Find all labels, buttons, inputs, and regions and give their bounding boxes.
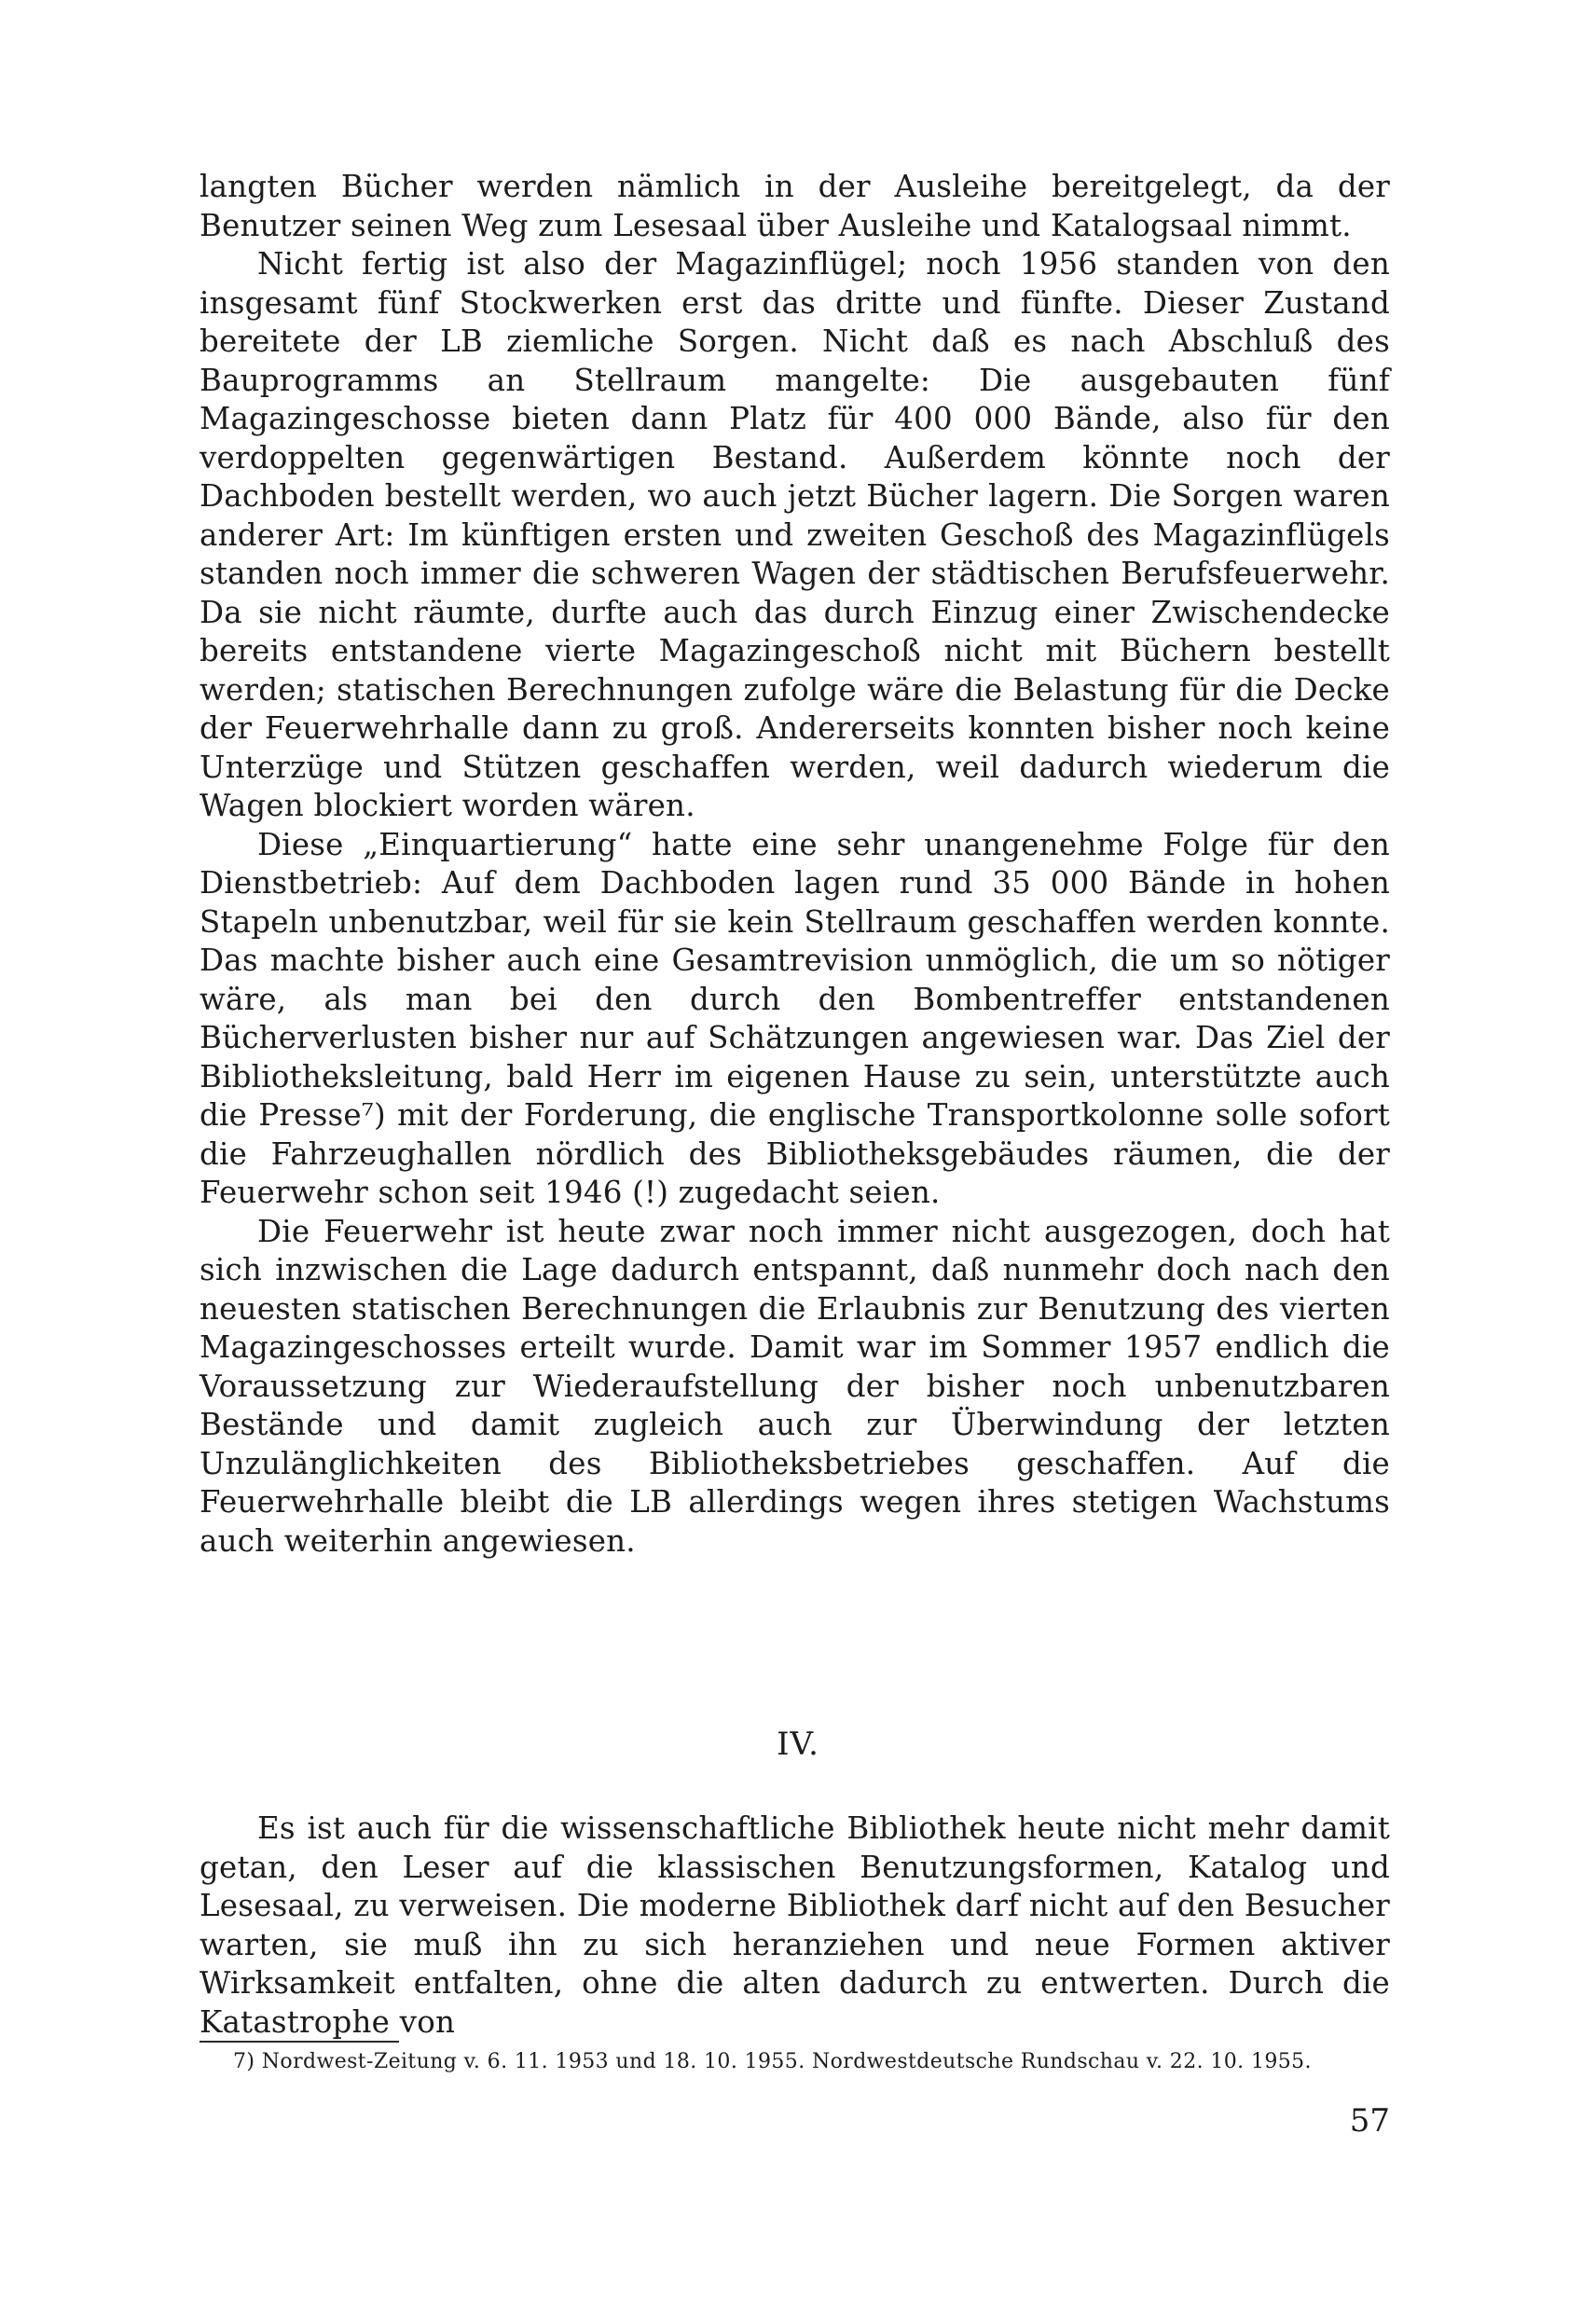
section-body-text (200, 1810, 1390, 2042)
paragraph: Es ist auch für die wissenschaftliche Bibliothek heute nicht mehr damit getan, den Leser auf die klassischen Benutzungsformen, Katalog und Lesesaal, zu verweisen. Die moderne Bibliothek darf nicht auf den Besucher warten, sie muß ihn zu sich heranziehen und neue Formen aktiver Wirksamkeit entfalten, ohne die alten dadurch zu entwerten. Durch die Katastrophe von (200, 1810, 1390, 2040)
footnote-divider (200, 2041, 399, 2043)
footnote: 7) Nordwest-Zeitung v. 6. 11. 1953 und 18. 10. 1955. Nordwestdeutsche Rundschau v. 22. 10. 1955. (233, 2050, 1312, 2073)
paragraph: langten Bücher werden nämlich in der Ausleihe bereitgelegt, da der Benutzer seinen Weg zum Lesesaal über Ausleihe und Katalogsaal nimmt. (200, 169, 1390, 243)
page-number: 57 (1349, 2102, 1390, 2140)
paragraph: Nicht fertig ist also der Magazinflügel; noch 1956 standen von den insgesamt fünf Stockwerken erst das dritte und fünfte. Dieser Zustand bereitete der LB ziemliche Sorgen. Nicht daß es nach Abschluß des Bauprogramms an Stellraum mangelte: Die ausgebauten fünf Magazingeschosse bieten dann Platz für 400 000 Bände, also für den verdoppelten gegenwärtigen Bestand. Außerdem könnte noch der Dachboden bestellt werden, wo auch jetzt Bücher lagern. Die Sorgen waren anderer Art: Im künftigen ersten und zweiten Geschoß des Magazinflügels standen noch immer die schweren Wagen der städtischen Berufsfeuerwehr. Da sie nicht räumte, durfte auch das durch Einzug einer Zwischendecke bereits entstandene vierte Magazingeschoß nicht mit Büchern bestellt werden; statischen Berechnungen zufolge wäre die Belastung für die Decke der Feuerwehrhalle dann zu groß. Andererseits konnten bisher noch keine Unterzüge und Stützen geschaffen werden, weil dadurch wiederum die Wagen blockiert worden wären. (200, 246, 1390, 823)
body-text (200, 168, 1390, 1561)
paragraph: Die Feuerwehr ist heute zwar noch immer nicht ausgezogen, doch hat sich inzwischen die Lage dadurch entspannt, daß nunmehr doch nach den neuesten statischen Berechnungen die Erlaubnis zur Benutzung des vierten Magazingeschosses erteilt wurde. Damit war im Sommer 1957 endlich die Voraussetzung zur Wiederaufstellung der bisher noch unbenutzbaren Bestände und damit zugleich auch zur Überwindung der letzten Unzulänglichkeiten des Bibliotheksbetriebes geschaffen. Auf die Feuerwehrhalle bleibt die LB allerdings wegen ihres stetigen Wachstums auch weiterhin angewiesen. (200, 1213, 1390, 1559)
paragraph: Diese „Einquartierung“ hatte eine sehr unangenehme Folge für den Dienstbetrieb: Auf dem Dachboden lagen rund 35 000 Bände in hohen Stapeln unbenutzbar, weil für sie kein Stellraum geschaffen werden konnte. Das machte bisher auch eine Gesamtrevision unmöglich, die um so nötiger wäre, als man bei den durch den Bombentreffer entstandenen Bücherverlusten bisher nur auf Schätzungen angewiesen war. Das Ziel der Bibliotheksleitung, bald Herr im eigenen Hause zu sein, unterstützte auch die Presse⁷) mit der Forderung, die englische Transportkolonne solle sofort die Fahrzeughallen nördlich des Bibliotheksgebäudes räumen, die der Feuerwehr schon seit 1946 (!) zugedacht seien. (200, 826, 1390, 1210)
section-heading: IV. (777, 1726, 819, 1763)
